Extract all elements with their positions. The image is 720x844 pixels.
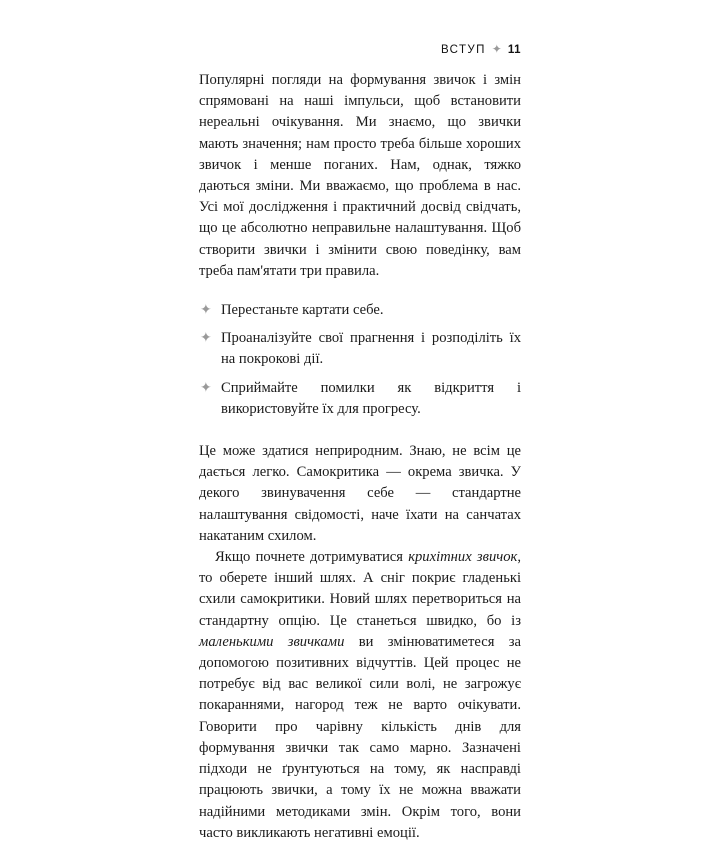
list-item (199, 378, 521, 420)
paragraph-tiny-habits (199, 547, 521, 844)
page-number: 11 (507, 44, 521, 56)
separator-icon: ✦ (491, 42, 502, 56)
running-head (441, 42, 521, 56)
rule-text: Сприймайте помилки як відкриття і використовуйте їх для прогресу. (221, 379, 521, 417)
list-item (199, 328, 521, 370)
body-text (199, 70, 521, 844)
rule-text: Перестаньте картати себе. (221, 302, 384, 319)
bullet-star-icon: ✦ (200, 330, 212, 347)
list-item (199, 300, 521, 321)
text-run: Якщо почнете дотримуватися (215, 549, 409, 566)
paragraph-self-criticism: Це може здатися неприродним. Знаю, не всім це дається легко. Самокритика — окрема звичка. У декого звинувачення себе — стандартне налаштування свідомості, наче їхати на санчатах накатаним схилом. (199, 443, 521, 544)
book-page (199, 0, 521, 841)
paragraph-intro: Популярні погляди на формування звичок і змін спрямовані на наші імпульси, щоб встановити нереальні очікування. Ми знаємо, що звички мають значення; нам просто треба більше хороших звичок і менше поганих. Нам, однак, тяжко даються зміни. Ми вважаємо, що проблема в нас. Усі мої дослідження і практичний досвід свідчать, що це абсолютно неправильне налаштування. Щоб створити звички і змінити свою поведінку, вам треба пам'ятати три правила. (199, 72, 521, 279)
section-title: ВСТУП (440, 44, 486, 56)
text-run: ви змінюватиметеся за допомогою позитивних відчуттів. Цей процес не потребує від вас великої сили волі, не загрожує покараннями, нагород теж не варто очікувати. Говорити про чарівну кількість днів для формування звички так само марно. Зазначені підходи не ґрунтуються на тому, як насправді працюють звички, а тому їх не можна вважати надійними методиками змін. Окрім того, вони часто викликають негативні емоції. (199, 633, 521, 841)
rules-list (199, 300, 521, 420)
bullet-star-icon: ✦ (200, 379, 212, 396)
bullet-star-icon: ✦ (200, 302, 212, 319)
rule-text: Проаналізуйте свої прагнення і розподіліть їх на покрокові дії. (221, 330, 521, 368)
emphasis-small-habits: маленькими звичками (199, 633, 345, 650)
text-run: , то оберете інший шлях. А сніг покриє гладенькі схили самокритики. Новий шлях перетвориться на стандартну опцію. Це станеться швидко, бо із (199, 549, 521, 629)
emphasis-tiny-habits: крихітних звичок (408, 549, 518, 566)
